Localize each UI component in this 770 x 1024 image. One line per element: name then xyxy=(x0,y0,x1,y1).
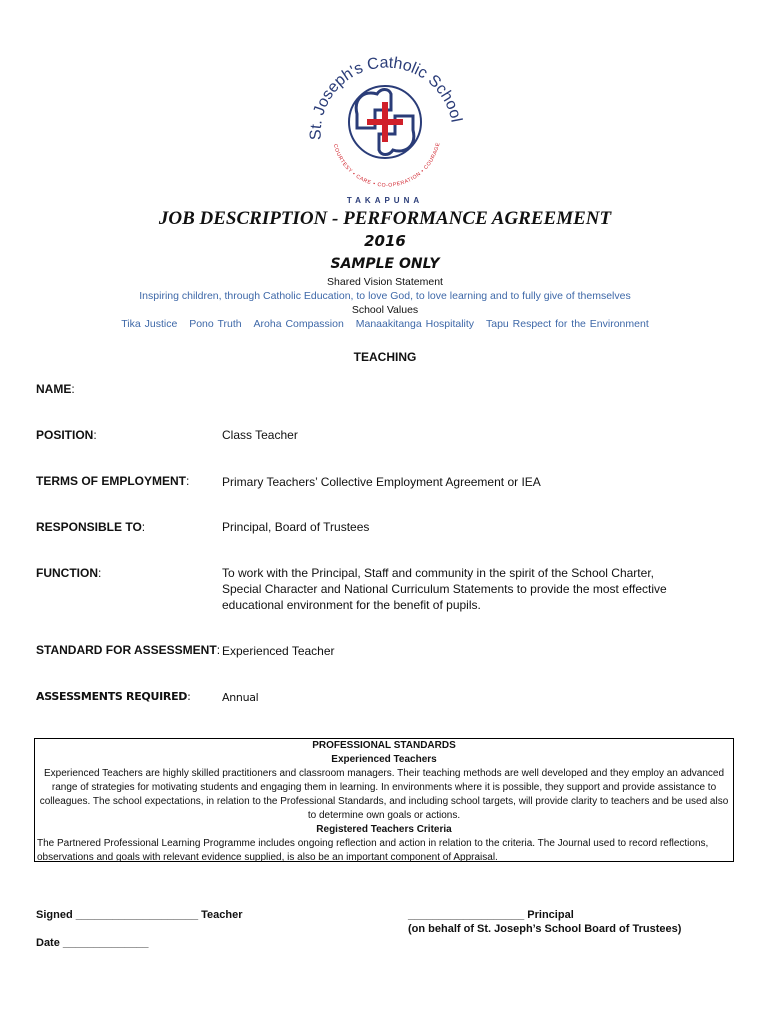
assessments-label: ASSESSMENTS REQUIRED: xyxy=(36,690,191,703)
values-label: School Values xyxy=(351,304,419,316)
standard-label: STANDARD FOR ASSESSMENT: xyxy=(36,643,221,657)
on-behalf-text: (on behalf of St. Joseph’s School Board of Trustees) xyxy=(408,923,682,935)
logo-place: TAKAPUNA xyxy=(346,196,424,205)
position-value: Class Teacher xyxy=(222,428,298,442)
date-line: Date ______________ xyxy=(36,937,149,949)
sample-only-label: SAMPLE ONLY xyxy=(330,256,440,272)
experienced-teachers-text: Experienced Teachers are highly skilled practitioners and classroom managers. Their teaching methods are well developed and they employ an advanced range of strategies for motivating students and engaging them in learning. In environments where it is possible, they support and provide assistance to colleagues. The school expectations, in relation to the Professional Standards, and including school targets, will provide clarity to teachers and be used also to determine own goals or actions. xyxy=(39,768,729,821)
name-label: NAME: xyxy=(36,382,75,396)
puzzle-cross-icon xyxy=(349,86,421,158)
teacher-signature-line: Signed ____________________ Teacher xyxy=(36,909,243,921)
logo-motto: COURTESY • CARE • CO-OPERATION • COURAGE xyxy=(331,141,442,189)
value-item: Manaakitanga Hospitality xyxy=(355,318,475,330)
document-year: 2016 xyxy=(364,232,406,250)
professional-standards-box xyxy=(34,738,734,862)
section-title: TEACHING xyxy=(353,350,417,364)
standards-title: PROFESSIONAL STANDARDS xyxy=(312,740,456,751)
value-item: Tapu Respect for the Environment xyxy=(485,318,649,330)
terms-label: TERMS OF EMPLOYMENT: xyxy=(36,474,190,488)
document-title: JOB DESCRIPTION - PERFORMANCE AGREEMENT xyxy=(158,208,612,229)
vision-label: Shared Vision Statement xyxy=(327,276,443,288)
standard-value: Experienced Teacher xyxy=(222,644,335,658)
principal-signature-line: ___________________ Principal xyxy=(408,909,574,921)
function-value: To work with the Principal, Staff and community in the spirit of the School Charter, Special Character and National Curriculum Statements to provide the most effective educational environment for the benefit of pupils. xyxy=(222,566,667,612)
terms-value: Primary Teachers’ Collective Employment Agreement or IEA xyxy=(222,475,541,489)
logo-arc-text: St. Joseph's Catholic School xyxy=(307,54,465,141)
assessments-value: Annual xyxy=(222,691,259,704)
registered-teachers-heading: Registered Teachers Criteria xyxy=(316,824,452,835)
value-item: Aroha Compassion xyxy=(253,318,344,330)
experienced-teachers-heading: Experienced Teachers xyxy=(331,754,437,765)
vision-text: Inspiring children, through Catholic Education, to love God, to love learning and to fully give of themselves xyxy=(139,290,631,302)
position-label: POSITION: xyxy=(36,428,97,442)
function-label: FUNCTION: xyxy=(36,566,102,580)
value-item: Tika Justice xyxy=(121,318,178,330)
responsible-value: Principal, Board of Trustees xyxy=(222,520,370,534)
school-logo xyxy=(300,42,470,212)
registered-teachers-text: The Partnered Professional Learning Programme includes ongoing reflection and action in relation to the criteria. The Journal used to record reflections, observations and goals with relevant evidence supplied, is also be an important component of Appraisal. xyxy=(37,838,709,863)
values-list xyxy=(0,318,770,330)
value-item: Pono Truth xyxy=(189,318,242,330)
responsible-label: RESPONSIBLE TO: xyxy=(36,520,146,534)
